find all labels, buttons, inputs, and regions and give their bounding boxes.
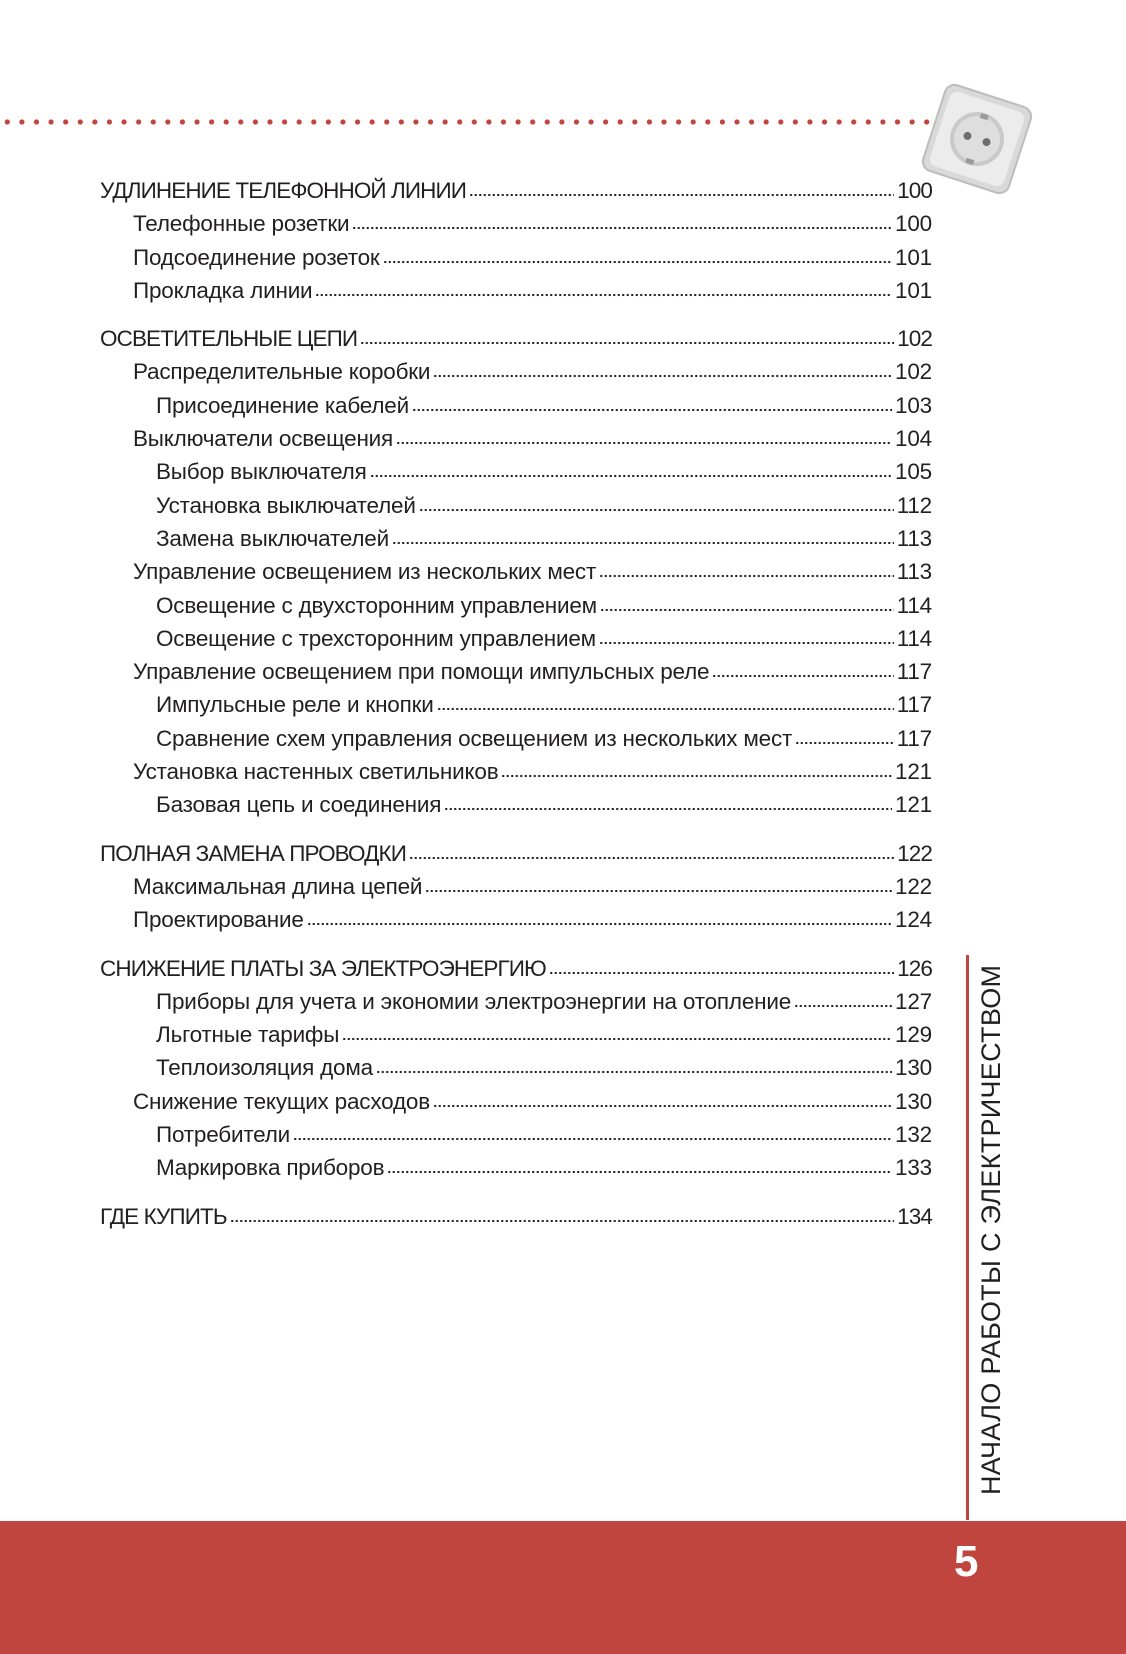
toc-leader-dots [433, 1103, 892, 1109]
toc-entry [100, 841, 932, 874]
toc-entry [100, 426, 932, 459]
toc-entry-page: 113 [896, 559, 932, 585]
toc-leader-dots [370, 473, 892, 479]
toc-entry-page: 117 [896, 659, 932, 685]
toc-entry-page: 130 [895, 1055, 932, 1081]
toc-entry-page: 102 [895, 359, 932, 385]
toc-entry [100, 278, 932, 311]
toc-entry [100, 726, 932, 759]
toc-entry [100, 1204, 932, 1237]
page-number: 5 [954, 1537, 979, 1586]
toc-leader-dots [599, 573, 894, 579]
toc-entry-page: 122 [897, 840, 932, 866]
toc-entry [100, 1155, 932, 1188]
toc-entry [100, 393, 932, 426]
toc-entry-page: 103 [895, 392, 932, 418]
toc-entry-title: Потребители [156, 1122, 291, 1148]
toc-entry-title: Замена выключателей [156, 525, 389, 551]
toc-entry [100, 359, 932, 392]
toc-entry-page: 117 [896, 692, 932, 718]
toc-entry-page: 114 [896, 625, 932, 651]
toc-entry-page: 121 [895, 759, 932, 785]
toc-leader-dots [315, 292, 892, 298]
toc-entry-page: 124 [895, 907, 932, 933]
toc-entry-page: 100 [895, 211, 932, 237]
toc-entry [100, 326, 932, 359]
toc-entry [100, 459, 932, 492]
toc-entry-page: 129 [895, 1022, 932, 1048]
toc-leader-dots [383, 259, 892, 265]
toc-entry-page: 121 [895, 792, 932, 818]
toc-leader-dots [433, 373, 892, 379]
toc-entry-title: Выключатели освещения [133, 426, 394, 452]
toc-entry [100, 1089, 932, 1122]
toc-leader-dots [795, 740, 894, 746]
toc-entry-title: Проектирование [133, 907, 304, 933]
toc-entry-page: 100 [897, 178, 932, 203]
toc-leader-dots [230, 1218, 894, 1224]
toc-entry-title: Выбор выключателя [156, 459, 367, 485]
toc-entry [100, 1055, 932, 1088]
toc-entry-title: Присоединение кабелей [156, 392, 409, 418]
power-socket-icon [918, 80, 1036, 198]
toc-entry [100, 211, 932, 244]
toc-entry-title: Установка настенных светильников [133, 759, 499, 785]
toc-entry [100, 626, 932, 659]
toc-leader-dots [599, 640, 894, 646]
toc-leader-dots [392, 540, 894, 546]
toc-entry-page: 112 [896, 492, 932, 518]
toc-entry-page: 114 [896, 592, 932, 618]
toc-leader-dots [501, 773, 892, 779]
dotted-divider [0, 118, 935, 126]
toc-entry-page: 117 [896, 725, 932, 751]
toc-entry-title: Освещение с трехсторонним управлением [156, 625, 596, 651]
toc-entry-title: Льготные тарифы [156, 1022, 340, 1048]
toc-entry-title: Импульсные реле и кнопки [156, 692, 434, 718]
chapter-side-label: НАЧАЛО РАБОТЫ С ЭЛЕКТРИЧЕСТВОМ [976, 964, 1006, 1495]
toc-entry-title: Прокладка линии [133, 277, 313, 303]
toc-leader-dots [712, 673, 893, 679]
toc-entry [100, 493, 932, 526]
toc-entry-title: Сравнение схем управления освещением из нескольких мест [156, 725, 793, 751]
toc-entry [100, 659, 932, 692]
toc-leader-dots [419, 507, 894, 513]
toc-entry [100, 593, 932, 626]
toc-entry-page: 127 [895, 988, 932, 1014]
toc-entry-page: 130 [895, 1088, 932, 1114]
toc-leader-dots [396, 440, 892, 446]
toc-entry-title: ОСВЕТИТЕЛЬНЫЕ ЦЕПИ [100, 326, 358, 352]
toc-entry-title: Распределительные коробки [133, 359, 431, 385]
toc-entry [100, 907, 932, 940]
toc-entry-title: Установка выключателей [156, 492, 416, 518]
toc-entry-title: Максимальная длина цепей [133, 873, 423, 899]
toc-entry-title: ГДЕ КУПИТЬ [100, 1203, 227, 1229]
table-of-contents [100, 178, 932, 1237]
toc-entry-title: Освещение с двухсторонним управлением [156, 592, 597, 618]
toc-entry-title: Управление освещением из нескольких мест [133, 559, 597, 585]
toc-entry [100, 526, 932, 559]
toc-entry-page: 126 [897, 955, 932, 981]
toc-leader-dots [794, 1003, 892, 1009]
toc-entry [100, 178, 932, 211]
toc-entry-title: Подсоединение розеток [133, 244, 380, 270]
toc-leader-dots [387, 1169, 892, 1175]
toc-entry-page: 105 [895, 459, 932, 485]
toc-leader-dots [352, 225, 892, 231]
toc-entry-page: 102 [897, 326, 932, 352]
toc-leader-dots [360, 340, 894, 346]
toc-entry [100, 1122, 932, 1155]
toc-entry-title: ПОЛНАЯ ЗАМЕНА ПРОВОДКИ [100, 840, 406, 866]
toc-entry-page: 133 [895, 1155, 932, 1181]
toc-entry-page: 101 [895, 244, 932, 270]
toc-entry [100, 874, 932, 907]
toc-entry-title: Снижение текущих расходов [133, 1088, 430, 1114]
toc-entry-title: Управление освещением при помощи импульсных реле [133, 659, 710, 685]
toc-leader-dots [469, 192, 894, 198]
toc-leader-dots [425, 888, 892, 894]
toc-entry [100, 989, 932, 1022]
toc-entry-title: Теплоизоляция дома [156, 1055, 373, 1081]
toc-leader-dots [412, 407, 892, 413]
toc-entry [100, 759, 932, 792]
toc-leader-dots [376, 1069, 892, 1075]
toc-entry-page: 122 [895, 873, 932, 899]
toc-entry [100, 245, 932, 278]
toc-entry [100, 692, 932, 725]
toc-entry-title: Приборы для учета и экономии электроэнергии на отопление [156, 988, 792, 1014]
toc-entry [100, 956, 932, 989]
toc-entry [100, 559, 932, 592]
toc-leader-dots [600, 607, 894, 613]
toc-entry-page: 104 [895, 426, 932, 452]
toc-entry-title: Маркировка приборов [156, 1155, 385, 1181]
side-divider-line [966, 955, 969, 1520]
toc-leader-dots [409, 855, 894, 861]
toc-entry-title: УДЛИНЕНИЕ ТЕЛЕФОННОЙ ЛИНИИ [100, 178, 467, 203]
toc-entry [100, 1022, 932, 1055]
toc-entry-page: 132 [895, 1122, 932, 1148]
toc-leader-dots [549, 970, 894, 976]
toc-entry-title: Базовая цепь и соединения [156, 792, 442, 818]
toc-leader-dots [307, 921, 892, 927]
toc-entry-page: 134 [897, 1203, 932, 1229]
toc-leader-dots [437, 706, 894, 712]
toc-entry-title: Телефонные розетки [133, 211, 350, 237]
toc-leader-dots [342, 1036, 892, 1042]
toc-entry [100, 792, 932, 825]
toc-entry-title: СНИЖЕНИЕ ПЛАТЫ ЗА ЭЛЕКТРОЭНЕРГИЮ [100, 955, 546, 981]
toc-leader-dots [444, 806, 892, 812]
toc-entry-page: 113 [896, 525, 932, 551]
toc-leader-dots [293, 1136, 892, 1142]
toc-entry-page: 101 [895, 277, 932, 303]
